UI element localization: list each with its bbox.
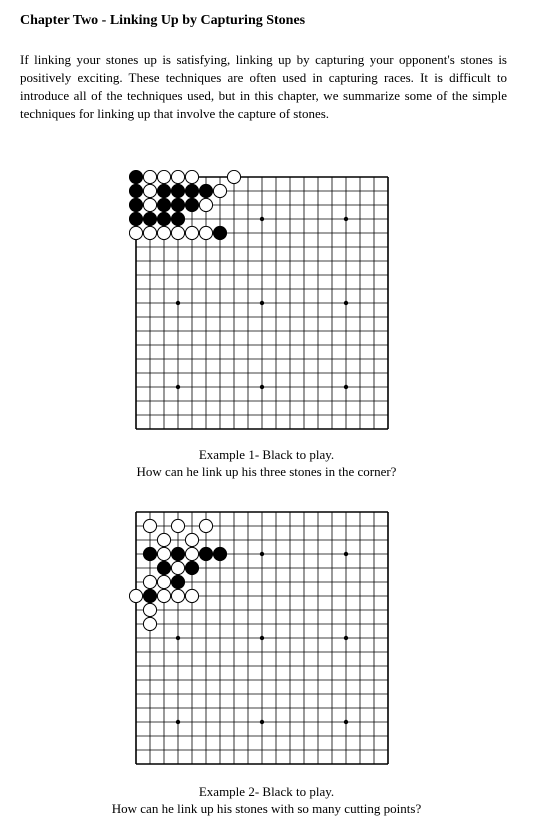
white-stone	[129, 226, 142, 239]
go-board-example-1	[129, 170, 395, 436]
star-point	[260, 636, 264, 640]
star-point	[260, 720, 264, 724]
white-stone	[157, 589, 170, 602]
black-stone	[171, 575, 184, 588]
star-point	[176, 636, 180, 640]
star-point	[260, 301, 264, 305]
white-stone	[185, 589, 198, 602]
example-1-caption-line2: How can he link up his three stones in the corner?	[136, 464, 397, 479]
white-stone	[143, 170, 156, 183]
black-stone	[143, 212, 156, 225]
black-stone	[199, 184, 212, 197]
white-stone	[143, 226, 156, 239]
example-1-caption	[0, 446, 533, 480]
star-point	[260, 552, 264, 556]
black-stone	[213, 547, 226, 560]
intro-paragraph: If linking your stones up is satisfying, linking up by capturing your opponent's stones is positively exciting. These techniques are often used in capturing races. It is difficult to introduce all of the techniques used, but in this chapter, we summarize some of the simple techniques for linking up that involve the capture of stones.	[20, 52, 507, 121]
star-point	[260, 385, 264, 389]
white-stone	[143, 617, 156, 630]
white-stone	[171, 226, 184, 239]
white-stone	[171, 561, 184, 574]
white-stone	[157, 226, 170, 239]
white-stone	[227, 170, 240, 183]
black-stone	[171, 184, 184, 197]
white-stone	[171, 170, 184, 183]
example-1-caption-line1: Example 1- Black to play.	[198, 447, 335, 462]
white-stone	[143, 575, 156, 588]
star-point	[176, 301, 180, 305]
black-stone	[143, 589, 156, 602]
example-2-caption-line2: How can he link up his stones with so many cutting points?	[111, 801, 422, 816]
chapter-title: Chapter Two - Linking Up by Capturing Stones	[20, 13, 306, 28]
star-point	[260, 217, 264, 221]
black-stone	[157, 561, 170, 574]
black-stone	[129, 184, 142, 197]
star-point	[344, 720, 348, 724]
black-stone	[157, 184, 170, 197]
go-board-example-2	[129, 505, 395, 771]
star-point	[344, 217, 348, 221]
white-stone	[199, 198, 212, 211]
black-stone	[185, 561, 198, 574]
black-stone	[171, 212, 184, 225]
white-stone	[185, 547, 198, 560]
black-stone	[157, 212, 170, 225]
white-stone	[171, 589, 184, 602]
black-stone	[129, 198, 142, 211]
white-stone	[213, 184, 226, 197]
white-stone	[157, 170, 170, 183]
white-stone	[185, 533, 198, 546]
black-stone	[171, 198, 184, 211]
black-stone	[185, 198, 198, 211]
black-stone	[143, 547, 156, 560]
example-2-caption-line1: Example 2- Black to play.	[198, 784, 335, 799]
black-stone	[199, 547, 212, 560]
star-point	[344, 636, 348, 640]
white-stone	[143, 519, 156, 532]
white-stone	[185, 170, 198, 183]
example-2-caption	[0, 783, 533, 817]
star-point	[344, 552, 348, 556]
white-stone	[143, 184, 156, 197]
star-point	[344, 385, 348, 389]
star-point	[344, 301, 348, 305]
black-stone	[185, 184, 198, 197]
white-stone	[129, 589, 142, 602]
white-stone	[171, 519, 184, 532]
white-stone	[157, 575, 170, 588]
white-stone	[199, 519, 212, 532]
white-stone	[157, 533, 170, 546]
white-stone	[143, 603, 156, 616]
star-point	[176, 720, 180, 724]
black-stone	[129, 212, 142, 225]
white-stone	[143, 198, 156, 211]
white-stone	[199, 226, 212, 239]
black-stone	[129, 170, 142, 183]
black-stone	[171, 547, 184, 560]
white-stone	[157, 547, 170, 560]
star-point	[176, 385, 180, 389]
white-stone	[185, 226, 198, 239]
black-stone	[213, 226, 226, 239]
black-stone	[157, 198, 170, 211]
